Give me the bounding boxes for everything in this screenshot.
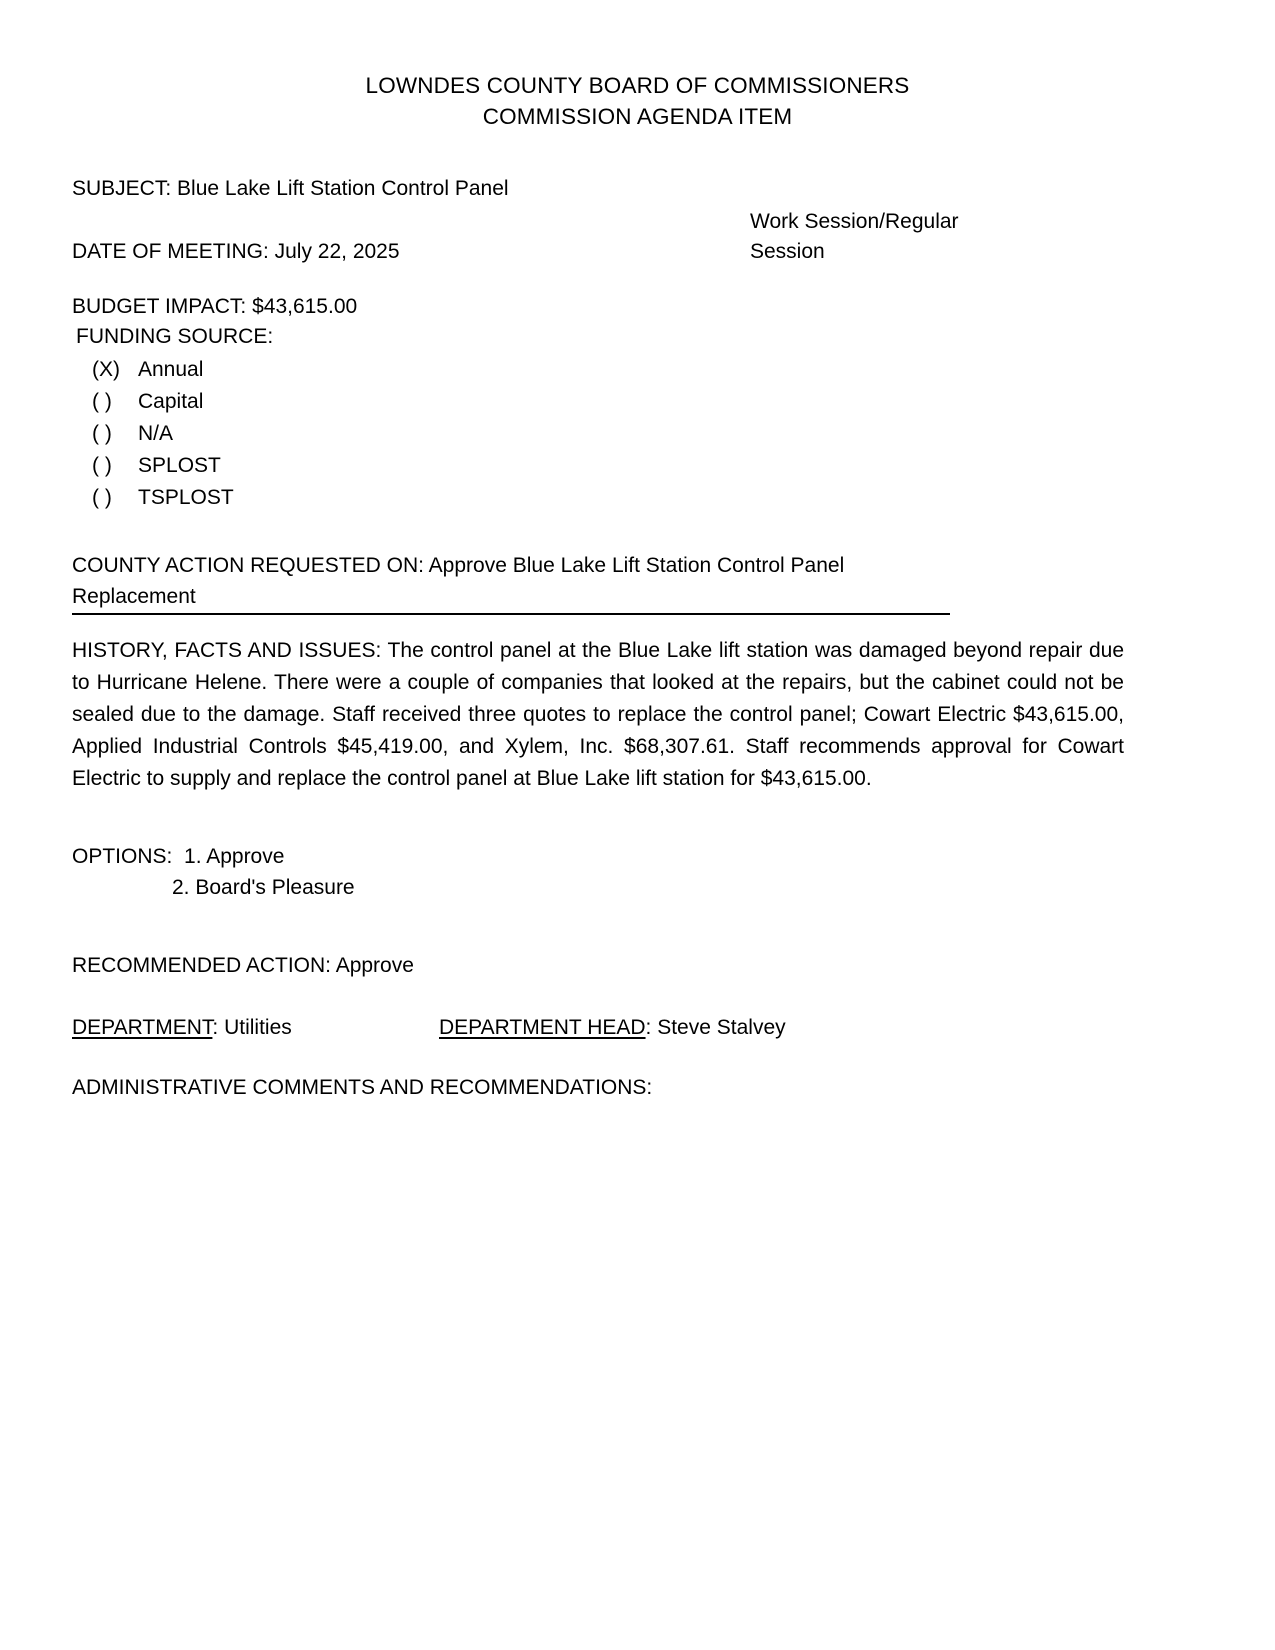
department-separator: : — [212, 1016, 225, 1039]
funding-option-splost[interactable] — [72, 450, 1203, 482]
department-section — [72, 1013, 1203, 1043]
meeting-info-section — [72, 174, 1203, 267]
administrative-comments-label: ADMINISTRATIVE COMMENTS AND RECOMMENDATIONS: — [72, 1076, 653, 1099]
funding-source-label: FUNDING SOURCE: — [76, 325, 274, 348]
department-head-value: Steve Stalvey — [657, 1016, 786, 1039]
history-facts-issues-paragraph: HISTORY, FACTS AND ISSUES: The control panel at the Blue Lake lift station was damaged beyond repair due to Hurricane Helene. There were a couple of companies that looked at the repairs, but the cabinet could not be sealed due to the damage. Staff received three quotes to replace the control panel; Cowart Electric $43,615.00, Applied Industrial Controls $45,419.00, and Xylem, Inc. $68,307.61. Staff recommends approval for Cowart Electric to supply and replace the control panel at Blue Lake lift station for $43,615.00. — [72, 639, 1124, 790]
funding-option-label: Capital — [138, 390, 204, 413]
department-head-label: DEPARTMENT HEAD — [439, 1016, 646, 1039]
funding-option-label: N/A — [138, 422, 174, 445]
page-title-line-2: COMMISSION AGENDA ITEM — [482, 104, 793, 129]
funding-option-capital[interactable] — [72, 386, 1203, 418]
department-label: DEPARTMENT — [72, 1016, 213, 1039]
date-of-meeting-field: DATE OF MEETING: July 22, 2025 — [72, 240, 400, 263]
funding-option-tsplost[interactable] — [72, 482, 1203, 514]
options-row-boards-pleasure: 2. Board's Pleasure — [172, 876, 355, 899]
options-section — [72, 841, 1203, 903]
funding-source-list — [72, 354, 1203, 514]
funding-option-annual[interactable] — [72, 354, 1203, 386]
department-head-separator: : — [645, 1016, 658, 1039]
department-head-field — [439, 1013, 786, 1043]
department-field — [72, 1013, 292, 1043]
checkbox-mark: ( ) — [92, 454, 112, 477]
department-value: Utilities — [224, 1016, 292, 1039]
checkbox-mark: ( ) — [92, 390, 112, 413]
checkbox-mark: ( ) — [92, 486, 112, 509]
options-row-approve: OPTIONS: 1. Approve — [72, 845, 285, 868]
section-divider — [72, 613, 950, 615]
checkbox-mark: (X) — [92, 358, 120, 381]
funding-option-na[interactable] — [72, 418, 1203, 450]
funding-option-label: Annual — [138, 358, 204, 381]
document-header — [72, 70, 1203, 132]
funding-option-label: TSPLOST — [138, 486, 234, 509]
checkbox-mark: ( ) — [92, 422, 112, 445]
page-title-line-1: LOWNDES COUNTY BOARD OF COMMISSIONERS — [365, 73, 910, 98]
recommended-action-field: RECOMMENDED ACTION: Approve — [72, 954, 414, 977]
county-action-requested-field: COUNTY ACTION REQUESTED ON: Approve Blue Lake Lift Station Control Panel Replacement — [72, 554, 845, 608]
funding-option-label: SPLOST — [138, 454, 221, 477]
subject-field: SUBJECT: Blue Lake Lift Station Control Panel — [72, 177, 509, 200]
session-type-field: Work Session/Regular Session — [750, 210, 959, 263]
budget-impact-field: BUDGET IMPACT: $43,615.00 — [72, 295, 358, 318]
